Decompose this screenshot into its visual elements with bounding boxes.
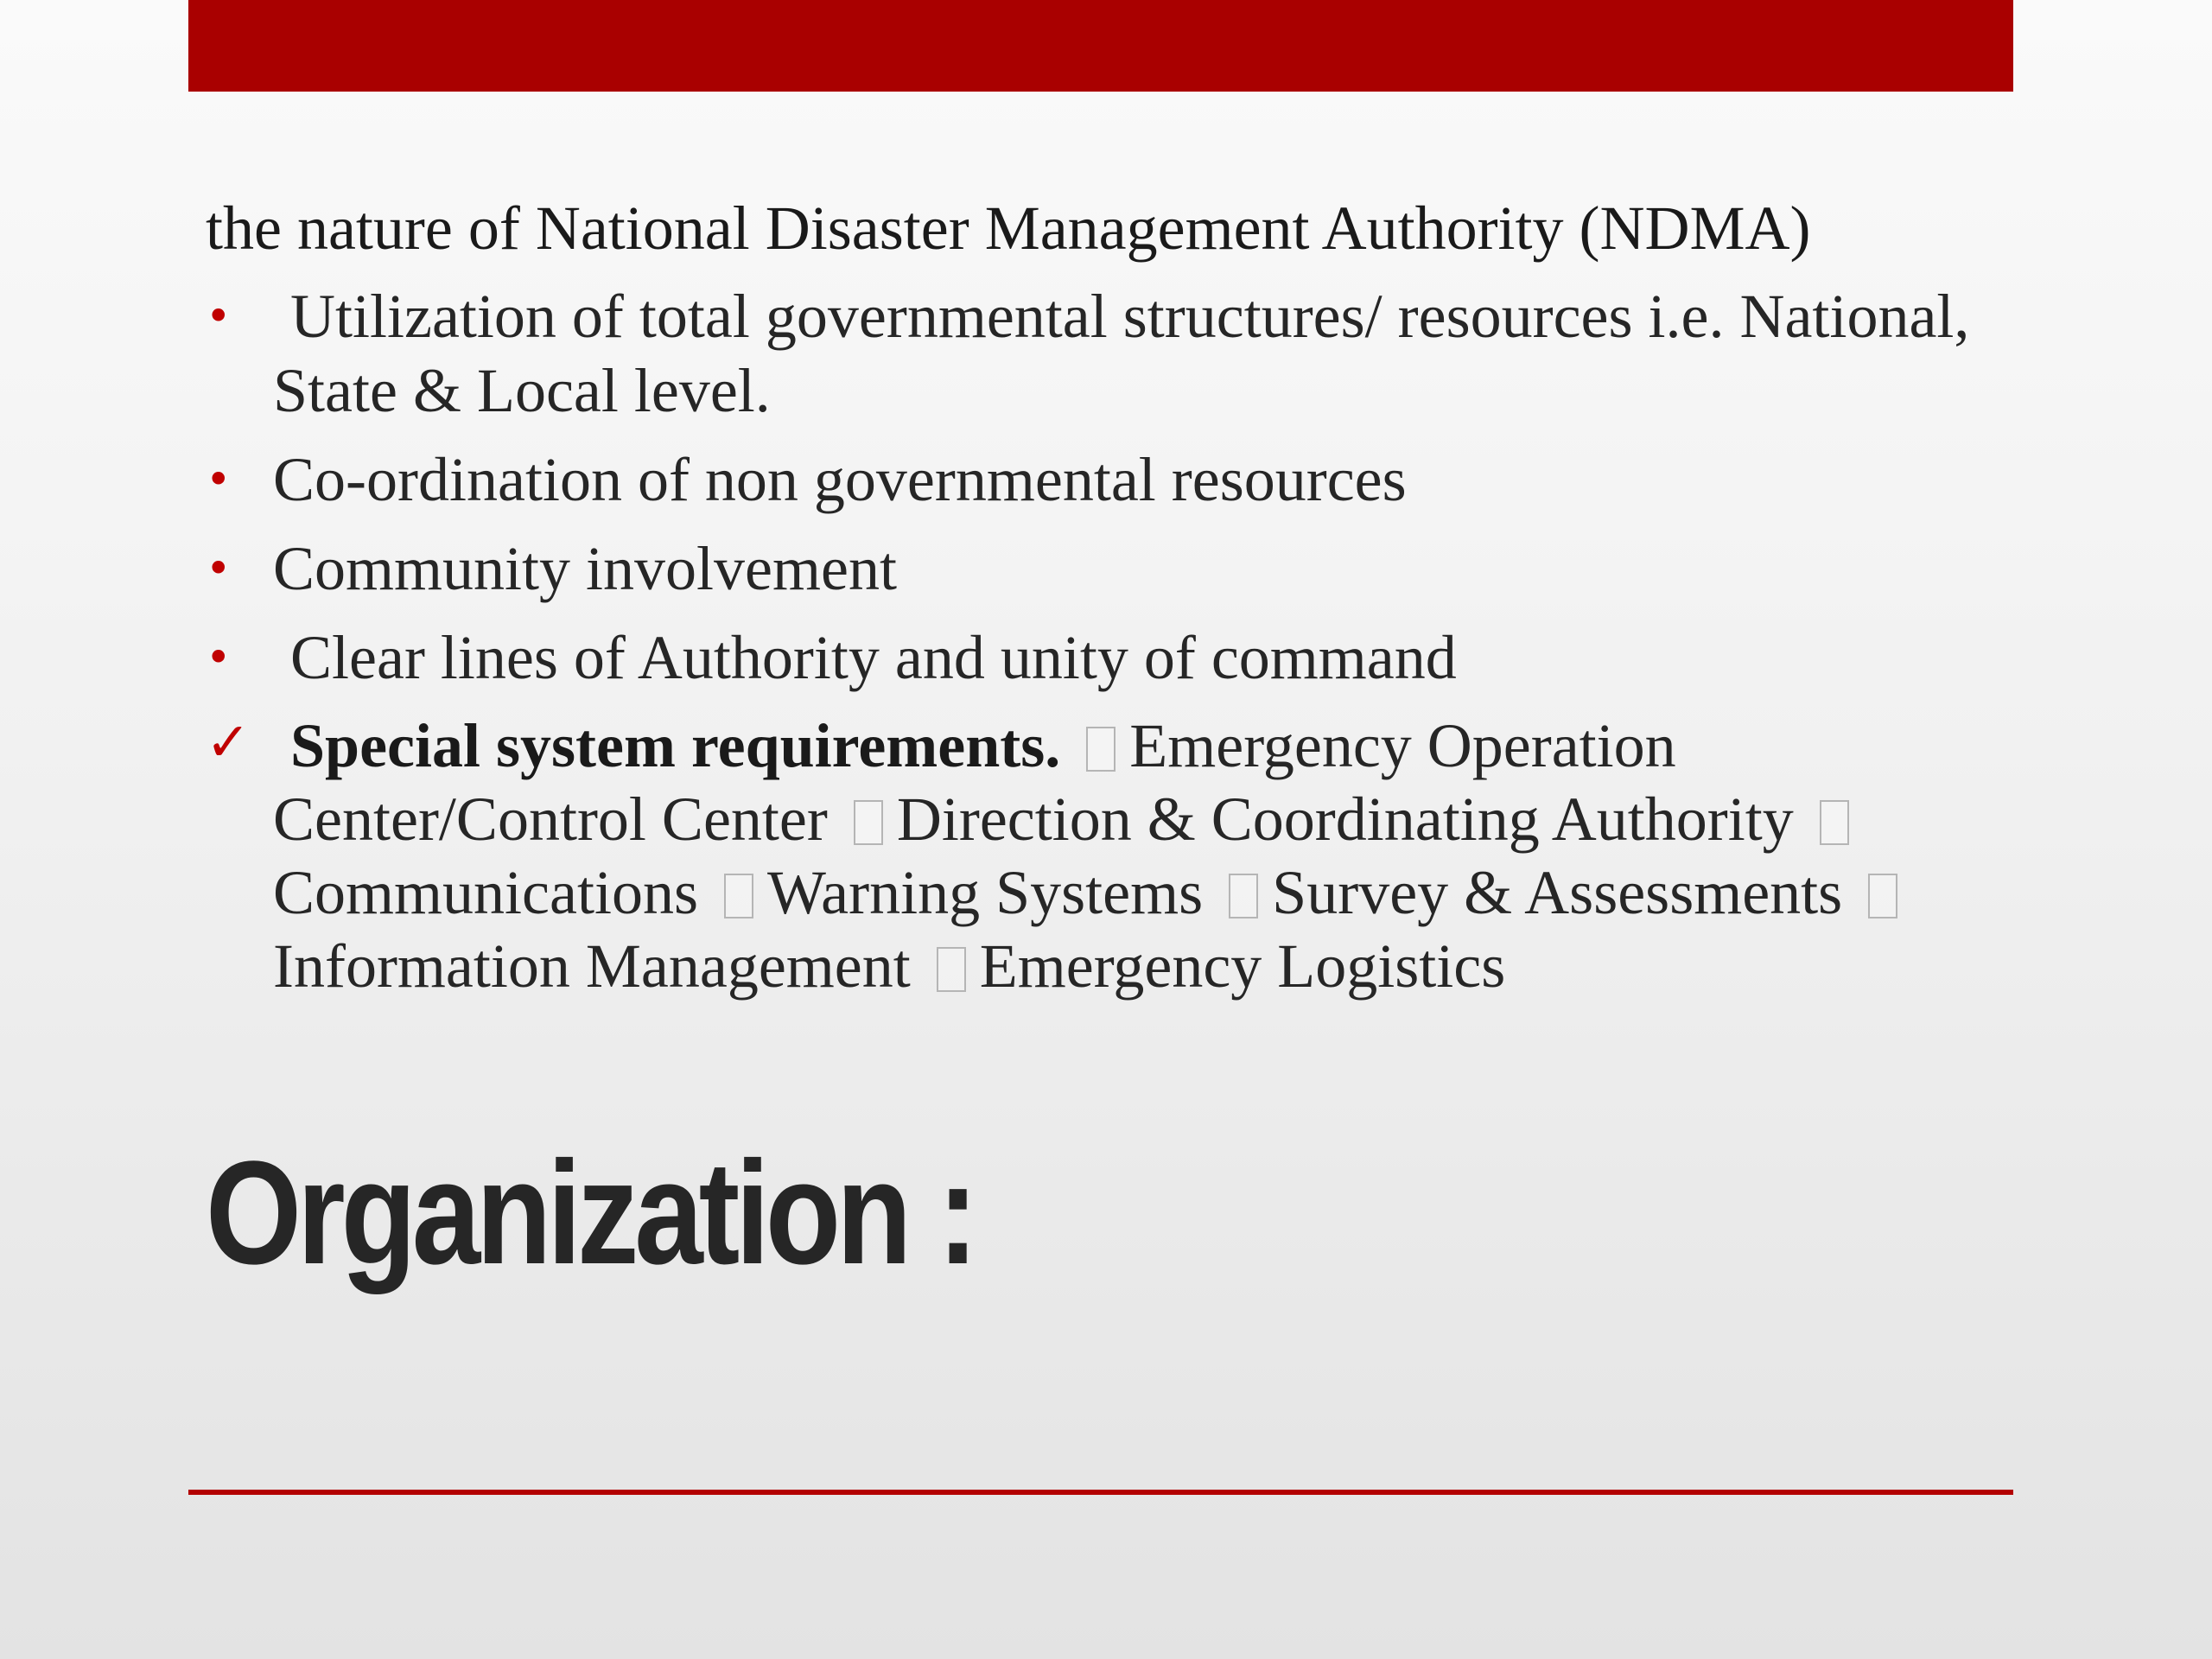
requirement-text: Communications xyxy=(273,858,698,927)
special-requirements-lead: Special system requirements. xyxy=(290,711,1061,780)
top-accent-bar xyxy=(188,0,2013,92)
requirement-text: Information Management xyxy=(273,931,911,1001)
intro-text: the nature of National Disaster Management Authority (NDMA) xyxy=(206,194,1811,263)
requirement-text: Direction & Coordinating Authority xyxy=(896,785,1794,854)
requirement-text: Emergency Logistics xyxy=(979,931,1506,1001)
bullet-icon: • xyxy=(206,632,232,683)
list-item xyxy=(206,620,2003,695)
list-item-text: Co-ordination of non governmental resources xyxy=(273,445,1407,514)
special-requirements-item xyxy=(206,709,2003,1003)
requirement-text: Warning Systems xyxy=(766,858,1204,927)
missing-glyph-box-icon xyxy=(937,947,966,992)
missing-glyph-box-icon xyxy=(1086,727,1116,772)
bullet-list xyxy=(206,279,2003,695)
bullet-icon: • xyxy=(206,543,232,594)
missing-glyph-box-icon xyxy=(854,800,883,845)
bottom-divider xyxy=(188,1490,2013,1495)
missing-glyph-box-icon xyxy=(1229,874,1258,918)
bullet-icon: • xyxy=(206,291,232,341)
list-item xyxy=(206,531,2003,606)
section-title: Organization : xyxy=(206,1131,975,1295)
missing-glyph-box-icon xyxy=(1868,874,1897,918)
list-item xyxy=(206,279,2003,428)
list-item xyxy=(206,442,2003,517)
requirement-text: Emergency Operation Center/Control Center xyxy=(273,711,1676,854)
list-item-text: Community involvement xyxy=(273,534,897,603)
bullet-icon: • xyxy=(206,454,232,505)
slide-content xyxy=(206,190,2003,1003)
checkmark-icon: ✓ xyxy=(206,710,251,773)
requirement-text: Survey & Assessments xyxy=(1272,858,1843,927)
list-item-text: Utilization of total governmental structures/ resources i.e. National, State & Local level. xyxy=(273,282,1970,425)
missing-glyph-box-icon xyxy=(1820,800,1849,845)
missing-glyph-box-icon xyxy=(724,874,753,918)
list-item-text: Clear lines of Authority and unity of command xyxy=(290,623,1457,692)
